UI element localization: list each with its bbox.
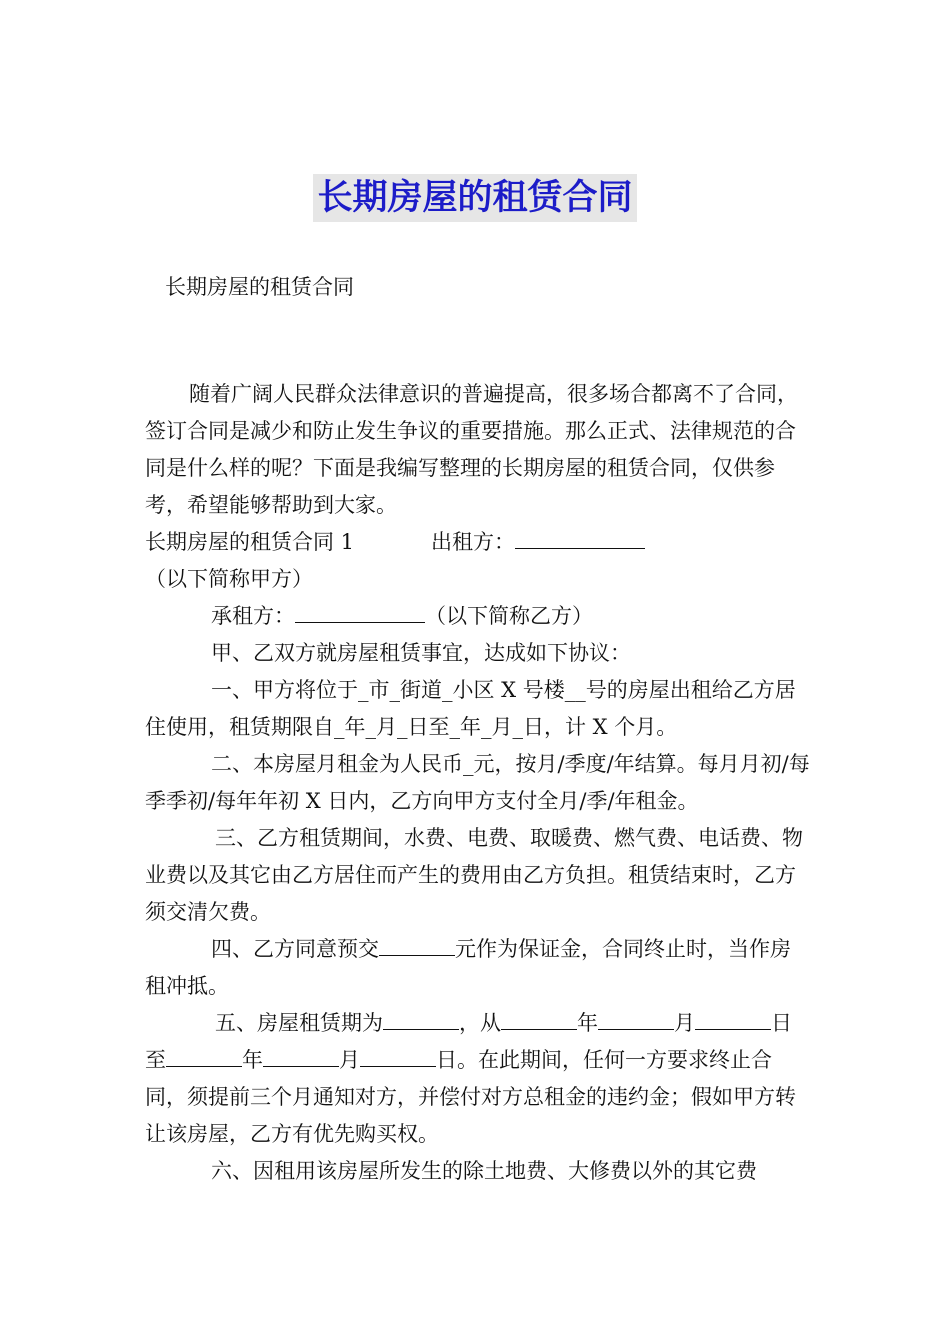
start-day-to-label: 日至 bbox=[145, 1011, 792, 1072]
start-day-blank bbox=[695, 1008, 771, 1030]
agreement-line: 甲、乙双方就房屋租赁事宜，达成如下协议： bbox=[211, 641, 631, 665]
document-subtitle: 长期房屋的租赁合同 bbox=[165, 275, 354, 299]
start-year-label: 年 bbox=[577, 1011, 598, 1035]
clause-4 bbox=[145, 931, 810, 1005]
contract-heading: 长期房屋的租赁合同 1 bbox=[145, 530, 355, 554]
term-blank bbox=[383, 1008, 459, 1030]
clause-5 bbox=[145, 1005, 810, 1153]
clause-5-text-a: 五、房屋租赁期为 bbox=[215, 1011, 383, 1035]
clause-2: 二、本房屋月租金为人民币_元，按月/季度/年结算。每月月初/每季季初/每年年初 X 日内，乙方向甲方支付全月/季/年租金。 bbox=[145, 752, 810, 813]
lessee-blank bbox=[295, 601, 425, 623]
start-month-label: 月 bbox=[674, 1011, 695, 1035]
start-year-blank bbox=[501, 1008, 577, 1030]
end-month-blank bbox=[263, 1045, 339, 1067]
lessor-blank bbox=[515, 527, 645, 549]
clause-4-text-a: 四、乙方同意预交 bbox=[211, 937, 379, 961]
end-year-blank bbox=[166, 1045, 242, 1067]
clause-3: 三、乙方租赁期间，水费、电费、取暖费、燃气费、电话费、物业费以及其它由乙方居住而产生的费用由乙方负担。租赁结束时，乙方须交清欠费。 bbox=[145, 826, 803, 924]
lessee-line bbox=[145, 598, 810, 635]
end-day-blank bbox=[360, 1045, 436, 1067]
lessor-suffix: （以下简称甲方） bbox=[145, 567, 313, 591]
intro-paragraph: 随着广阔人民群众法律意识的普遍提高，很多场合都离不了合同，签订合同是减少和防止发生争议的重要措施。那么正式、法律规范的合同是什么样的呢？下面是我编写整理的长期房屋的租赁合同，仅供参考，希望能够帮助到大家。 bbox=[145, 382, 798, 517]
clause-1: 一、甲方将位于_市_街道_小区 X 号楼__号的房屋出租给乙方居住使用，租赁期限自_年_月_日至_年_月_日，计 X 个月。 bbox=[145, 678, 796, 739]
clause-6: 六、因租用该房屋所发生的除土地费、大修费以外的其它费 bbox=[211, 1159, 757, 1183]
document-title: 长期房屋的租赁合同 bbox=[313, 174, 636, 222]
clause-5-text-b: ，从 bbox=[459, 1011, 501, 1035]
lessee-label: 承租方： bbox=[211, 604, 295, 628]
contract-heading-line bbox=[145, 524, 810, 598]
end-year-label: 年 bbox=[242, 1048, 263, 1072]
deposit-blank bbox=[379, 934, 455, 956]
lessor-label: 出租方： bbox=[431, 530, 516, 554]
title-container bbox=[0, 174, 950, 222]
clause-5-text-c: 日。在此期间，任何一方要求终止合同，须提前三个月通知对方，并偿付对方总租金的违约金；假如甲方转让该房屋，乙方有优先购买权。 bbox=[145, 1048, 796, 1146]
document-body bbox=[145, 376, 810, 1190]
end-month-label: 月 bbox=[339, 1048, 360, 1072]
clause-4-text-b: 元作为保证金，合同终止时，当作房租冲抵。 bbox=[145, 937, 791, 998]
start-month-blank bbox=[598, 1008, 674, 1030]
lessee-suffix: （以下简称乙方） bbox=[425, 604, 593, 628]
